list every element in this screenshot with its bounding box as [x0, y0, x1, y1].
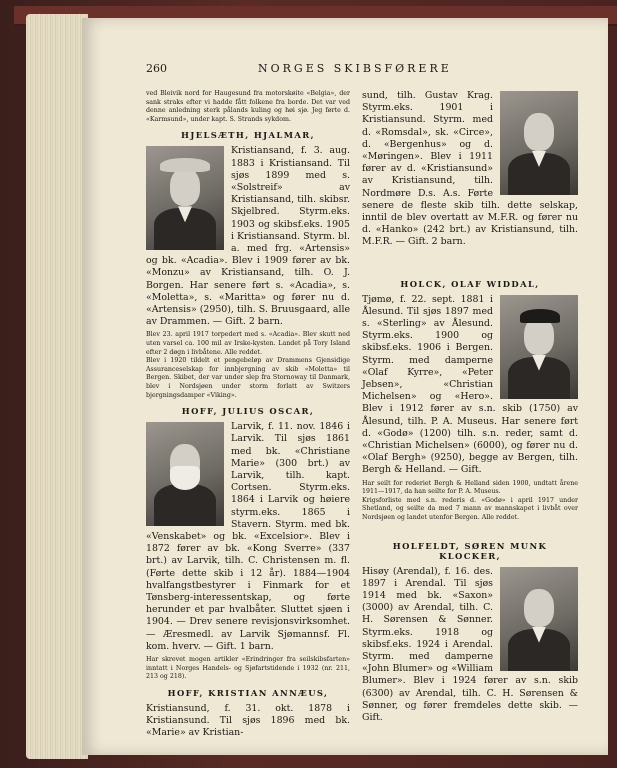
entry-body-hjelsaeth: Kristiansand, f. 3. aug. 1883 i Kristiansand. Til sjøs 1899 med s. «Solstreif» av Kristiansand, tilh. skibsr. Skjelbred. Styrm.eks. 1903 og skibsf.eks. 1905 i Kristiansand. Styrm. bl. a. med frg. «Artensis» og bk. «Acadia». Blev i 1909 fører av bk. «Monzu» av Kristiansand, tilh. O. J. Borgen. Har senere ført s. «Acadia», s. «Moletta», s. «Maritta» og fører nu d. «Artensis» (2950), tilh. S. Bruusgaard, alle av Drammen. — Gift. 2 barn.	[146, 145, 350, 328]
portrait-holfeldt	[500, 567, 578, 671]
book-page	[82, 18, 608, 755]
entry-body-hoff-kristian: Kristiansund, f. 31. okt. 1878 i Kristiansund. Til sjøs 1896 med bk. «Marie» av Kristian-	[146, 702, 350, 739]
entry-heading-hjelsaeth: HJELSÆTH, HJALMAR,	[181, 130, 315, 141]
left-column	[146, 90, 350, 739]
intro-paragraph: ved Bleivik nord for Haugesund fra motorskøite «Belgia», der sank straks efter vi hadde fått folkene fra borde. Det var ved denne anledning sterk pålands kuling og høi sjø. Jeg førte d. «Karmsund», under kapt. S. Strands sykdom.	[146, 90, 350, 123]
entry-note-hjelsaeth-2: Blev i 1920 tildelt et pengebeløp av Drammens Gjensidige Assuranceselskap for innbjergning av skib «Moletta» til Bergen. Skibet, der var under slep fra Stornoway til Danmark, blev i Nordsjøen under storm forlatt av Switzers bjergningsdamper «Viking».	[146, 357, 350, 399]
entry-note-holck-2: Krigsforliste med s.n. rederis d. «Godø» i april 1917 under Shetland, og seilte da med 7 mann av mannskapet i livbåt over Nordsjøen og landet utenfor Bergen. Alle reddet.	[362, 496, 578, 522]
portrait-holck	[500, 295, 578, 399]
entry-heading-holck: HOLCK, OLAF WIDDAL,	[400, 278, 540, 289]
page-edges	[26, 14, 88, 759]
portrait-hjelsaeth	[146, 146, 224, 250]
entry-note-hjelsaeth-1: Blev 23. april 1917 torpedert med s. «Acadia». Blev skutt ned uten varsel ca. 100 mil av Irske-kysten. Landet på Tory Island efter 2 døgn i livbåtene. Alle reddet.	[146, 331, 350, 356]
entry-body-holfeldt: Hisøy (Arendal), f. 16. des. 1897 i Arendal. Til sjøs 1914 med bk. «Saxon» (3000) av Arendal, tilh. C. H. Sørensen & Sønner. Styrm.eks. 1918 og skibsf.eks. 1924 i Arendal. Styrm. med damperne «John Blumer» og «William Blumer». Blev i 1924 fører av s.n. skib (6300) av Arendal, tilh. C. H. Sørensen & Sønner, og fører fremdeles dette skib. — Gift.	[362, 565, 578, 724]
right-column	[362, 90, 578, 724]
page-number: 260	[146, 62, 167, 75]
entry-note-hoff-julius: Har skrevet mogen artikler «Erindringer fra seilskibsfarten» inntatt i Norges Handels- og Sjøfartstidende i 1932 (nr. 211, 213 og 218).	[146, 656, 350, 681]
running-title: NORGES SKIBSFØRERE	[258, 62, 452, 75]
entry-heading-hoff-julius: HOFF, JULIUS OSCAR,	[181, 406, 315, 417]
entry-heading-hoff-kristian: HOFF, KRISTIAN ANNÆUS,	[167, 687, 329, 698]
entry-body-hoff-kristian-cont: sund, tilh. Gustav Krag. Styrm.eks. 1901 i Kristiansund. Styrm. med d. «Romsdal», sk. «Circe», d. «Bergenhus» og d. «Møringen». Blev i 1911 fører av d. «Kristiansund» av Kristiansund, tilh. Nordmøre D.s. A.s. Førte senere de fleste skib tilh. dette selskap, inntil de blev overtatt av M.F.R. og fører nu d. «Hanko» (242 brt.) av Kristiansund, tilh. M.F.R. — Gift. 2 barn.	[362, 90, 578, 248]
entry-body-hoff-julius: Larvik, f. 11. nov. 1846 i Larvik. Til sjøs 1861 med bk. «Christiane Marie» (300 brt.) av Larvik, tilh. kapt. Cortsen. Styrm.eks. 1864 i Larvik og høiere styrm.eks. 1865 i Stavern. Styrm. med bk. «Venskabet» og bk. «Excelsior». Blev i 1872 fører av bk. «Kong Sverre» (337 brt.) av Larvik, tilh. C. Christensen m. fl. (Førte dette skib i 12 år). 1884—1904 hvalfangstbestyrer i Finmark for et Tønsberg-interessentskap, og førte herunder et par hvalbåter. Sluttet sjøen i 1904. — Drev senere revisjonsvirksomhet. — Æresmedl. av Larvik Sjømannsf. Fl. kom. hverv. — Gift. 1 barn.	[146, 421, 350, 652]
entry-note-holck-1: Har seilt for rederiet Bergh & Helland siden 1900, undtatt årene 1911—1917, da han seilte for P. A. Museus.	[362, 479, 578, 496]
entry-heading-holfeldt: HOLFELDT, SØREN MUNK KLOCKER,	[392, 540, 548, 561]
portrait-hoff-julius	[146, 422, 224, 526]
entry-body-holck: Tjømø, f. 22. sept. 1881 i Ålesund. Til sjøs 1897 med s. «Sterling» av Ålesund. Styrm.eks. 1900 og skibsf.eks. 1906 i Bergen. Styrm. med damperne «Olaf Kyrre», «Peter Jebsen», «Christian Michelsen» og «Hero». Blev i 1912 fører av s.n. skib (1750) av Ålesund, tilh. P. A. Museus. Har senere ført d. «Godø» (1200) tilh. s.n. reder, samt d. «Christian Michelsen» (6000), og fører nu d. «Olaf Bergh» (9250), begge av Bergen, tilh. Bergh & Helland. — Gift.	[362, 293, 578, 476]
portrait-hoff-kristian	[500, 91, 578, 195]
page-header	[146, 62, 586, 76]
